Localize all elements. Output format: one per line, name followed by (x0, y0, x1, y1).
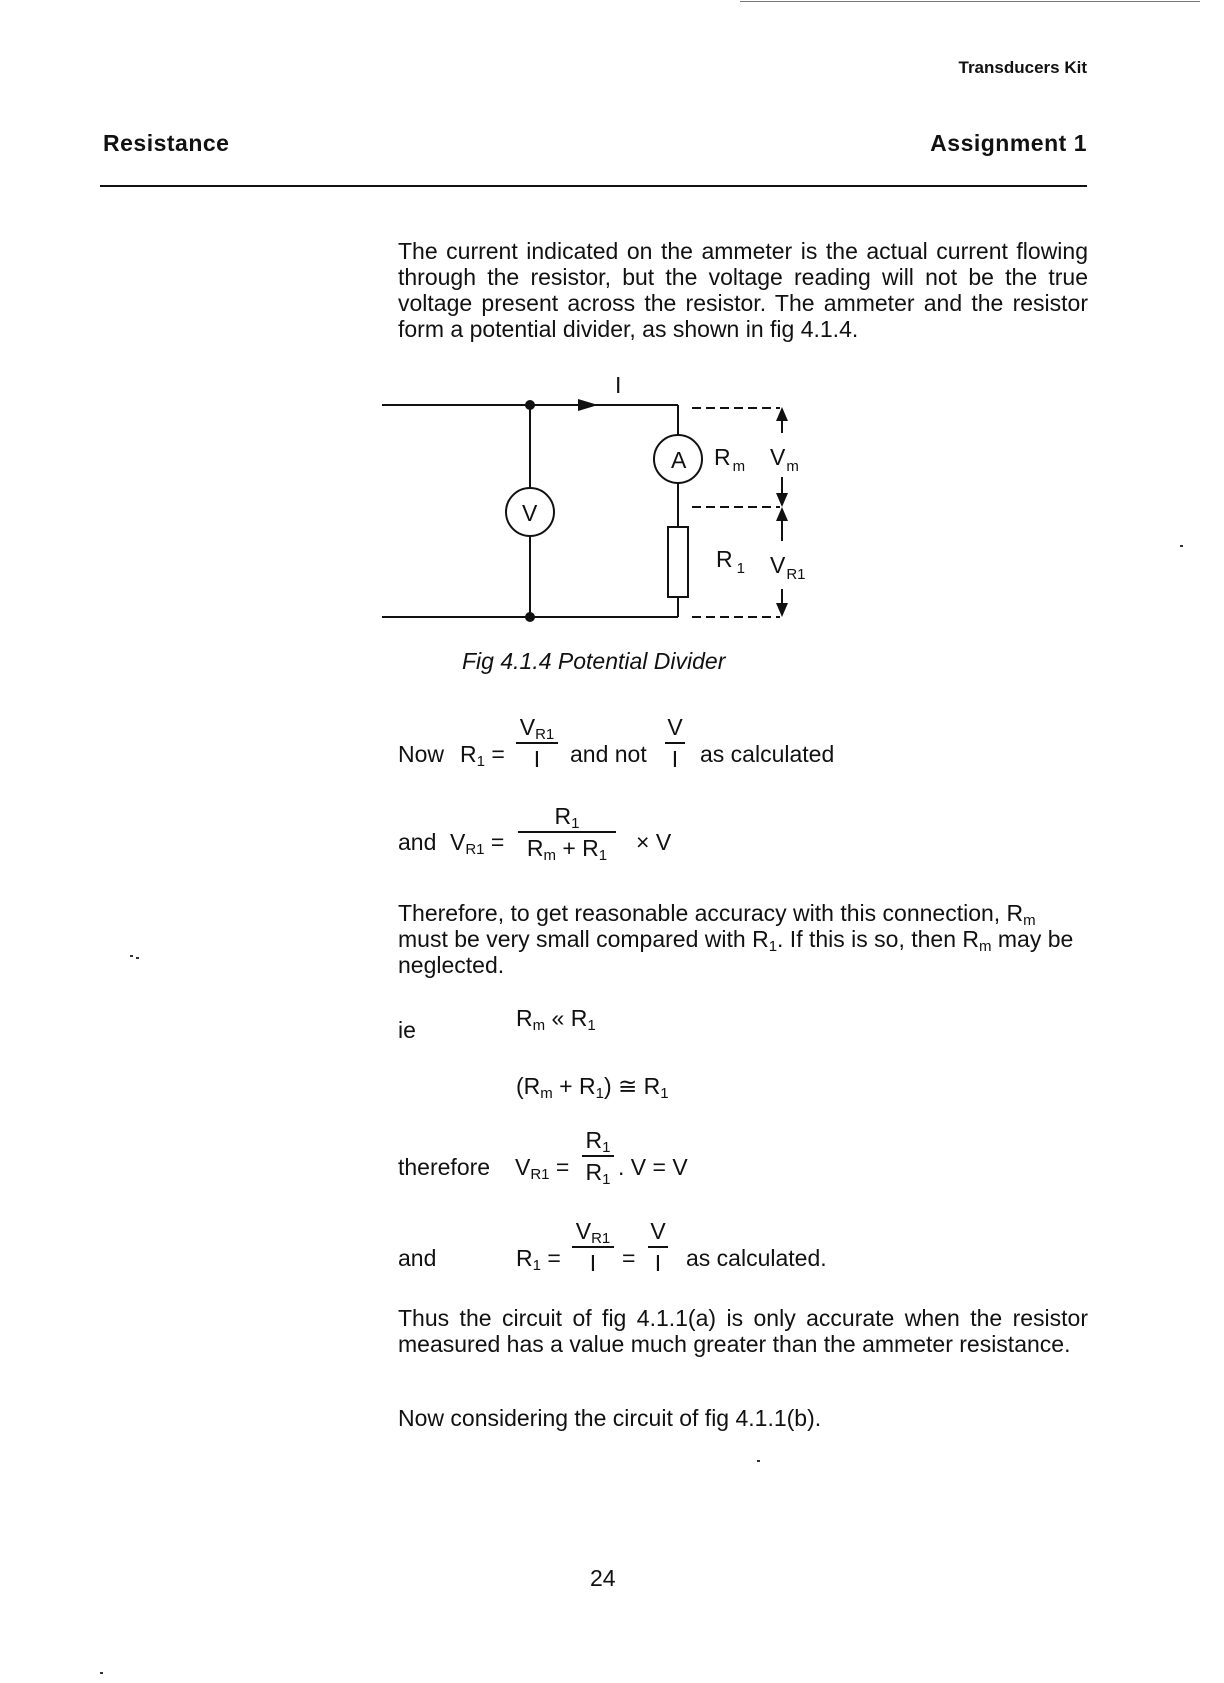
therefore-sub-2: 1 (768, 938, 778, 955)
eq1-suffix: as calculated (700, 741, 835, 767)
eq2-den-a-sub: m (543, 847, 556, 864)
eq1-prefix: Now (398, 741, 445, 767)
and-eq-lhs-letter: R (516, 1245, 533, 1271)
ie-line2 (516, 1073, 669, 1100)
eq2-lhs-letter: V (450, 829, 466, 855)
eq1-lhs: $R_1$ = (460, 741, 505, 770)
ie-line1 (516, 1005, 596, 1032)
eq2-lhs-sub: R1 (465, 841, 485, 858)
scan-speck (130, 955, 133, 957)
eq1-mid: and not (570, 741, 647, 767)
scan-speck (757, 1460, 760, 1462)
and-eq-lhs: $R_1$ = (516, 1245, 561, 1274)
eq1-fraction (516, 714, 558, 772)
ie-line1-b-sub: 1 (587, 1017, 596, 1034)
therefore-text-4: may be neglected. (398, 926, 1074, 978)
scan-speck (100, 1672, 103, 1674)
ie-line1-a: R (516, 1005, 533, 1031)
eq2-den-a: R (526, 835, 544, 861)
eq2-num-sub: 1 (571, 815, 580, 832)
eq1-fraction-2 (665, 714, 685, 772)
and-eq-lhs-sub: 1 (532, 1257, 541, 1274)
therefore-sub-3: m (979, 938, 992, 955)
resistor-icon (668, 527, 688, 597)
therefore-eq-lhs-letter: V (515, 1154, 531, 1180)
eq2-den-b: + R (562, 835, 599, 861)
and-eq-suffix: as calculated. (686, 1245, 827, 1271)
eq2-suffix: × V (636, 829, 672, 855)
ie-line2-sub-m: m (540, 1085, 553, 1102)
rm-letter: R (714, 444, 731, 470)
ie-line2-plus: + R (559, 1073, 596, 1099)
ie-line1-op: « (551, 1005, 565, 1031)
therefore-eq-den: R (585, 1159, 603, 1185)
therefore-eq-num-sub: 1 (602, 1139, 611, 1156)
therefore-eq-den-sub: 1 (602, 1171, 611, 1188)
therefore-eq-num: R (585, 1127, 603, 1153)
vm-label (770, 444, 799, 475)
potential-divider-figure (370, 365, 840, 635)
header-rule (100, 185, 1087, 187)
eq1-lhs-sub: 1 (476, 753, 485, 770)
eq2-prefix: and (398, 829, 437, 855)
therefore-eq-lhs: $V_{R1}$ = (515, 1154, 570, 1183)
ie-line2-open: (R (516, 1073, 541, 1099)
kit-title: Transducers Kit (958, 58, 1087, 77)
top-edge-line (740, 1, 1200, 2)
rm-sub: m (732, 458, 746, 475)
r1-label (716, 546, 745, 577)
intro-paragraph: The current indicated on the ammeter is the actual current flowing through the resistor, but the voltage reading will not be the true voltage present across the resistor. The ammeter and the resistor form a potential divider, as shown in fig 4.1.4. (398, 238, 1088, 342)
ie-line1-a-sub: m (532, 1017, 546, 1034)
and-eq-den: I (589, 1250, 597, 1276)
and-eq-fraction-2 (648, 1218, 668, 1276)
therefore-eq-fraction (582, 1127, 614, 1188)
and-eq-num-sub: R1 (591, 1230, 611, 1247)
ie-line2-sub-1: 1 (595, 1085, 604, 1102)
current-label: I (615, 372, 622, 398)
scan-speck (1180, 545, 1183, 547)
eq1-num-sub: R1 (535, 726, 555, 743)
eq1-den: I (533, 746, 541, 772)
vm-letter: V (770, 444, 786, 470)
therefore-text-3: . If this is so, then R (777, 926, 979, 952)
eq2-num: R (554, 803, 572, 829)
r1-sub: 1 (736, 560, 745, 577)
eq1-num: V (519, 714, 536, 740)
ie-line2-end-sub: 1 (660, 1085, 669, 1102)
therefore-sub-1: m (1023, 912, 1036, 929)
ammeter-label: A (671, 447, 687, 473)
and-eq-prefix: and (398, 1245, 437, 1271)
thus-paragraph: Thus the circuit of fig 4.1.1(a) is only accurate when the resistor measured has a value much greater than the ammeter resistance. (398, 1305, 1088, 1357)
r1-letter: R (716, 546, 733, 572)
and-eq-num2: V (650, 1218, 666, 1244)
ie-line2-close: ) ≅ R (603, 1073, 661, 1099)
rm-label (714, 444, 745, 475)
assignment-title: Assignment 1 (930, 130, 1087, 156)
eq1-num2: V (667, 714, 683, 740)
ie-line1-b: R (570, 1005, 588, 1031)
therefore-eq-tail: . V = V (618, 1154, 688, 1180)
eq2-lhs: $V_{R1}$ = (450, 829, 505, 858)
therefore-text-1: Therefore, to get reasonable accuracy with this connection, R (398, 900, 1024, 926)
and-eq-equals: = (622, 1245, 636, 1271)
therefore-eq-prefix: therefore (398, 1154, 491, 1180)
and-eq-den2: I (654, 1250, 662, 1276)
now-paragraph: Now considering the circuit of fig 4.1.1(b). (398, 1405, 822, 1431)
therefore-paragraph (398, 900, 1088, 978)
therefore-eq-lhs-sub: R1 (530, 1166, 550, 1183)
vr1-letter: V (770, 552, 786, 578)
voltmeter-label: V (522, 500, 538, 526)
eq1-den2: I (671, 746, 679, 772)
eq2-fraction (518, 803, 616, 864)
vm-sub: m (786, 458, 799, 475)
therefore-text-2: must be very small compared with R (398, 926, 769, 952)
and-eq-fraction (572, 1218, 614, 1276)
eq2-den-b-sub: 1 (598, 847, 608, 864)
scan-speck (136, 957, 139, 959)
vr1-label (770, 552, 806, 583)
page-number: 24 (590, 1565, 616, 1591)
ie-label: ie (398, 1017, 416, 1043)
vr1-sub: R1 (786, 566, 806, 583)
and-eq-num: V (575, 1218, 592, 1244)
figure-caption: Fig 4.1.4 Potential Divider (462, 648, 726, 674)
eq1-lhs-letter: R (460, 741, 477, 767)
section-title: Resistance (103, 130, 230, 156)
